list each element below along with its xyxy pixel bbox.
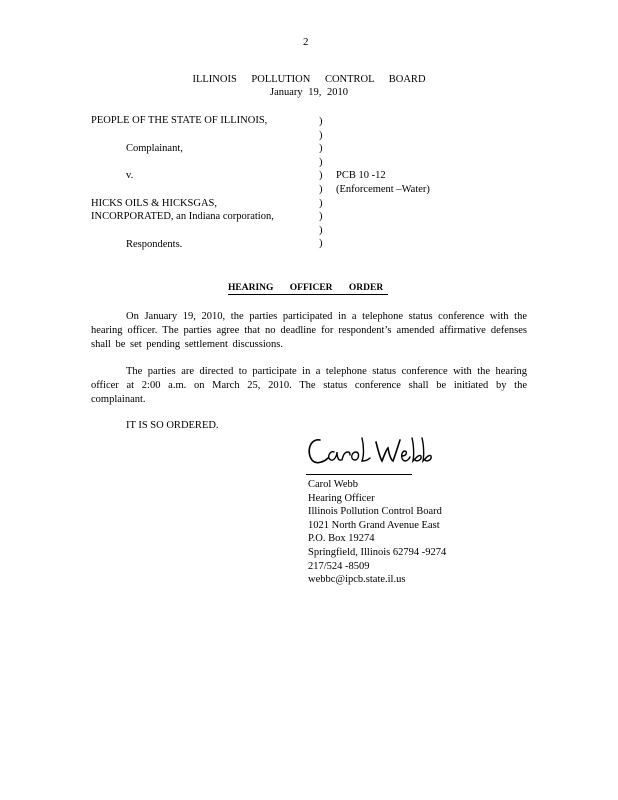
address-city: Springfield, Illinois 62794 -9274 — [308, 546, 447, 558]
board-title: ILLINOIS POLLUTION CONTROL BOARD — [192, 74, 426, 85]
address-line-2: P.O. Box 19274 — [308, 533, 375, 545]
caption-parentheses: ) ) ) ) ) ) ) ) ) ) — [319, 116, 323, 250]
signature-block — [308, 478, 446, 587]
signer-title: Hearing Officer — [308, 492, 375, 504]
paragraph-1 — [91, 310, 527, 351]
paragraph-1-text: On January 19, 2010, the parties participated in a telephone status conference with the hearing officer. The parties agree that no deadline for respondent’s amended affirmative defenses shall be set pending settlement discussions. — [91, 311, 527, 350]
handwritten-signature — [304, 430, 434, 472]
order-date: January 19, 2010 — [269, 87, 349, 98]
signature-line — [306, 474, 412, 475]
signer-name: Carol Webb — [308, 479, 358, 490]
order-title-underline — [228, 294, 388, 295]
email-address: webbc@ipcb.state.il.us — [308, 574, 406, 586]
plaintiff-name: PEOPLE OF THE STATE OF ILLINOIS, — [91, 115, 268, 126]
order-title: HEARING OFFICER ORDER — [228, 283, 384, 293]
signer-organization: Illinois Pollution Control Board — [308, 506, 442, 518]
paragraph-2 — [91, 365, 527, 406]
case-number: PCB 10 -12 — [336, 170, 386, 181]
phone-number: 217/524 -8509 — [308, 560, 370, 572]
case-type: (Enforcement –Water) — [336, 184, 430, 195]
respondents-label: Respondents. — [126, 239, 183, 250]
paragraph-2-text: The parties are directed to participate in a telephone status conference with the hearing officer at 2:00 a.m. on March 25, 2010. The status conference shall be initiated by the complainant. — [91, 366, 527, 405]
page-number: 2 — [303, 36, 309, 48]
closing-statement: IT IS SO ORDERED. — [126, 420, 219, 431]
defendant-line-2: INCORPORATED, an Indiana corporation, — [91, 211, 274, 222]
defendant-line-1: HICKS OILS & HICKSGAS, — [91, 198, 218, 209]
address-line-1: 1021 North Grand Avenue East — [308, 519, 440, 531]
versus-label: v. — [126, 170, 134, 181]
complainant-label: Complainant, — [126, 143, 183, 154]
